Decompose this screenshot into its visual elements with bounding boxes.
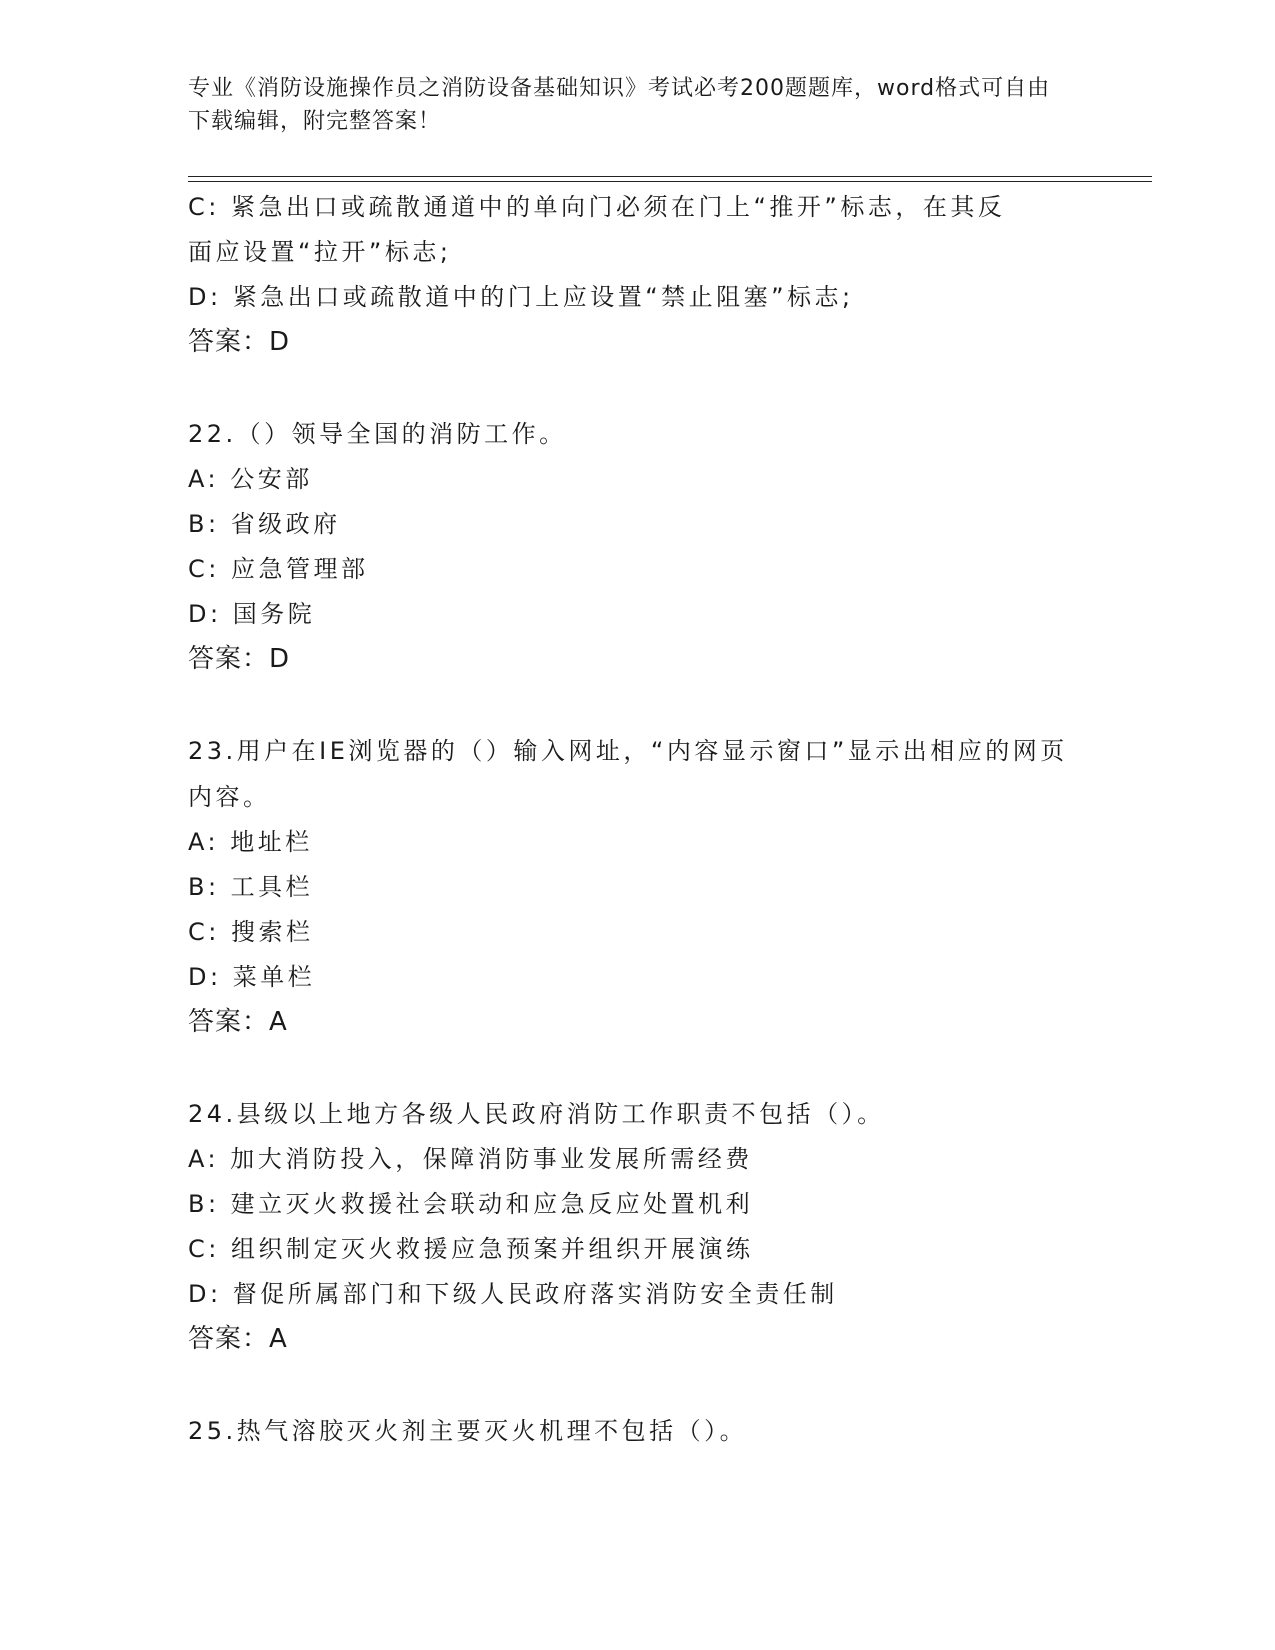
option-c: C: 搜索栏 (188, 918, 314, 946)
question-stem: 23.用户在IE浏览器的（）输入网址，“内容显示窗口”显示出相应的网页内容。 (188, 737, 1068, 811)
option-d: D: 菜单栏 (188, 963, 316, 991)
question-22 (188, 411, 1088, 682)
option-b: B: 省级政府 (188, 510, 341, 538)
answer-line: 答案：A (188, 1007, 288, 1037)
header-divider-bottom (188, 181, 1152, 182)
header-divider-top (188, 176, 1152, 177)
option-b: B: 建立灭火救援社会联动和应急反应处置机利 (188, 1190, 754, 1218)
option-d: D: 督促所属部门和下级人民政府落实消防安全责任制 (188, 1280, 838, 1308)
option-d: D: 紧急出口或疏散道中的门上应设置“禁止阻塞”标志; (188, 283, 854, 311)
option-a: A: 地址栏 (188, 828, 313, 856)
option-c: C: 应急管理部 (188, 555, 369, 583)
option-c: C: 紧急出口或疏散通道中的单向门必须在门上“推开”标志，在其反 (188, 193, 1006, 221)
question-stem: 22.（）领导全国的消防工作。 (188, 420, 567, 448)
question-23 (188, 728, 1088, 1045)
question-list (188, 185, 1088, 1454)
page-header: 专业《消防设施操作员之消防设备基础知识》考试必考200题题库，word格式可自由下载编辑，附完整答案！ (188, 76, 1051, 134)
option-b: B: 工具栏 (188, 873, 314, 901)
question-stem: 24.县级以上地方各级人民政府消防工作职责不包括（）。 (188, 1100, 885, 1128)
carryover-question (188, 185, 1088, 365)
option-d: D: 国务院 (188, 600, 316, 628)
option-c: C: 组织制定灭火救援应急预案并组织开展演练 (188, 1235, 754, 1263)
question-25 (188, 1408, 1088, 1454)
answer-line: 答案：D (188, 644, 291, 674)
option-c-continued: 面应设置“拉开”标志; (188, 238, 452, 266)
option-a: A: 公安部 (188, 465, 313, 493)
answer-line: 答案：A (188, 1324, 288, 1354)
question-24 (188, 1091, 1088, 1362)
question-stem: 25.热气溶胶灭火剂主要灭火机理不包括（）。 (188, 1417, 748, 1445)
option-a: A: 加大消防投入，保障消防事业发展所需经费 (188, 1145, 753, 1173)
answer-line: 答案：D (188, 327, 291, 357)
